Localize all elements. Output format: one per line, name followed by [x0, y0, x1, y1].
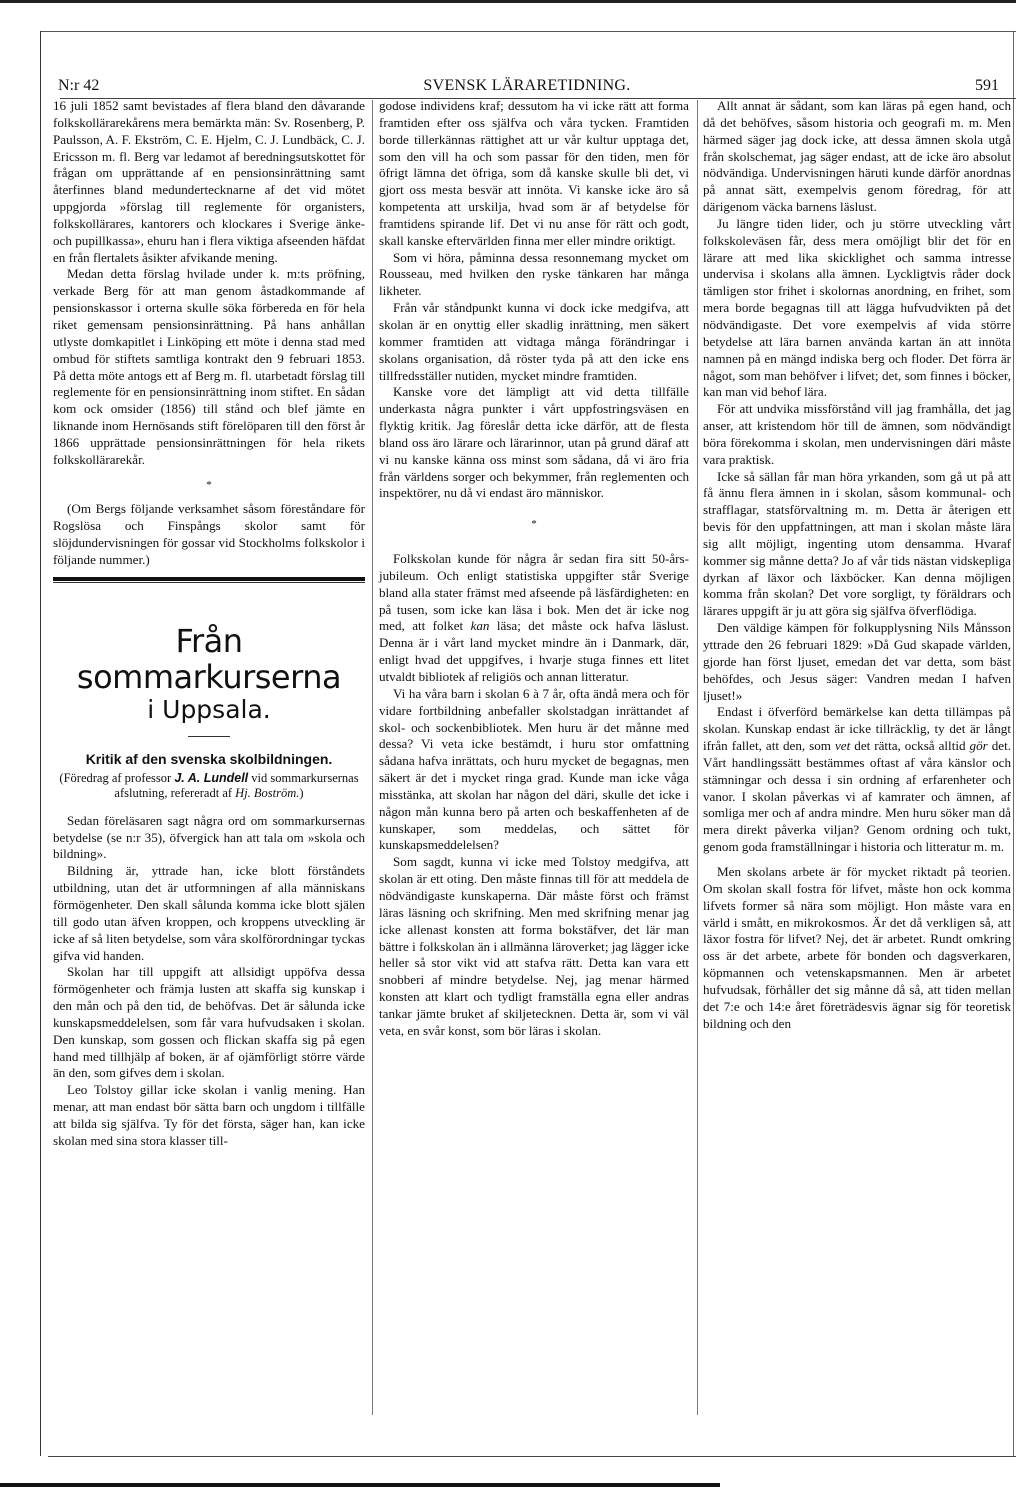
paragraph: 16 juli 1852 samt bevistades af flera bland den dåvarande folkskollärarekårens mera bemärkta män: Sv. Rosenberg, P. Paulsson, A. F. Ekström, C. E. Hjelm, C. J. Lundbäck, C. J. Ericsson m. fl. Berg var ledamot af beredningsutskottet för frågan om upprättande af en pensionsinrättning samt återfinnes bland medundertecknarne af det vid mötet uppgjorda »förslag till reglemente för organisters, folkskollärares, kantorers och klockares i Sverige änke- och pupillkassa», ehuru han i flera viktiga afseenden häfdat en från flertalets åsikter afvikande mening.: [53, 98, 365, 265]
paragraph: Den väldige kämpen för folkupplysning Nils Månsson yttrade den 26 februari 1829: »Då Gud skapade världen, gjorde han först ljuset, emedan det var detta, som bäst behöfdes, och Jesus säger: Vandren medan I hafven ljuset!»: [703, 620, 1011, 703]
byline-text: (Föredrag af professor: [59, 770, 175, 785]
paragraph-text: Endast i öfverförd bemärkelse kan detta tillämpas på skolan. Kunskap endast är icke tillräcklig, ty det är långt ifrån fallet, att den, som: [703, 704, 1011, 754]
paragraph-text: det. Vårt handlingssätt bestämmes oftast af våra känslor och stämningar och dessa i sin ordning af erfarenheter och vanor. I skolan påverkas vi af kamrater och ämnen, af somliga mer och af andra mindre. Men huru söker man då mera direkt påverka viljan? Genom ordning och tukt, genom goda framställningar i historia och litteratur m. m.: [703, 738, 1012, 855]
top-border-bar: [0, 0, 1016, 3]
paragraph: Vi ha våra barn i skolan 6 à 7 år, ofta ändå mera och för vidare fortbildning anbefaller skolstadgan inrättandet af skol- och sockenbibliotek. Men huru är det månne med dessa? Vi veta icke bestämdt, i huru stor omfattning sådana hafva inrättats, och huru mycket de begagnas, men säkert är det i mycket ringa grad. Kunde man icke våga misstänka, att skolan har någon del däri, skulle det icke i någon mån kunna bero på arten och beskaffenheten af de kunskaper, som meddelas, och sättet för kunskapsmeddelelsen?: [379, 685, 689, 853]
bottom-rule: [48, 1456, 1016, 1457]
paragraph: Allt annat är sådant, som kan läras på egen hand, och då det behöfves, såsom historia och geografi m. m. Men härmed säger jag dock icke, att dessa ämnen skola utgå från skolschemat, jag säger endast, att de icke äro absolut nödvändiga. Undervisningen häruti kunde därför anordnas på annat sätt, exempelvis genom föredrag, för att därigenom väcka barnens läslust.: [703, 98, 1011, 215]
article-divider-thin: [53, 582, 365, 583]
paragraph: Sedan föreläsaren sagt några ord om sommarkursernas betydelse (se n:r 35), öfvergick han att tala om »skola och bildning».: [53, 812, 365, 862]
paragraph: (Om Bergs följande verksamhet såsom föreståndare för Rogslösa och Finspångs skolor samt för slöjdundervisningen för gossar vid Stockholms folkskolor i följande nummer.): [53, 501, 365, 567]
section-separator-asterisk: *: [206, 478, 212, 491]
paragraph: Som vi höra, påminna dessa resonnemang mycket om Rousseau, med hvilken den ryske tänkaren har många likheter.: [379, 249, 689, 299]
byline-reporter: Hj. Boström.: [235, 785, 300, 800]
page-header: [41, 68, 1013, 96]
paragraph: [703, 704, 1011, 856]
column-3: [703, 98, 1011, 1032]
paragraph: Bildning är, yttrade han, icke blott förståndets utbildning, utan det är utformningen af alla människans förmögenheter. Den skall sålunda komma icke blott själen till godo utan äfven kroppen, och kroppens utveckling är icke af så liten betydelse, som våra skolförordningar tyckas gifva vid handen.: [53, 863, 365, 963]
paragraph: godose individens kraf; dessutom ha vi icke rätt att forma framtiden efter oss själfva och våra tycken. Framtiden borde tillerkännas rättighet att ur vår kultur upptaga det, som den vill ha och som passar för den tiden, men för öfrigt lämna det öfriga, som då kanske skulle bli det, vi gjort oss mesta besvär att innöta. Vi kanske icke äro så kompetenta att urskilja, hvad som är af betydelse för framtidens spirande lif. Det vi nu anse för rätt och godt, skall kanske eftervärlden finna mer eller mindre oriktigt.: [379, 98, 689, 248]
paragraph-text: det rätta, också alltid: [850, 738, 970, 754]
column-2: [379, 98, 689, 1040]
article-divider-thick: [53, 577, 365, 581]
top-rule: [40, 31, 1016, 32]
paragraph: Icke så sällan får man höra yrkanden, som gå ut på att få ännu flera ämnen in i skolan, såsom kommunal- och strafflagar, statsförvaltning m. m. Detta är återigen ett bevis för den uppfattningen, att man i skolan måste lära sig allt möjligt, ingenting utom densamma. Hvaraf kommer sig månne detta? Jo af vår tids nästan vidskepliga dyrkan af läxor och läxböcker. Kan denna möjligen komma från skolan? Det vore sorgligt, ty föräldrars och lärares uppgift är ju att göra sig själfva öfverflödiga.: [703, 468, 1011, 619]
paragraph-text: läsa; det måste ock hafva läslust. Denna är i vårt land mycket mindre än i Danmark, där, enligt hvad det uppgifves, i hvarje stuga finnes ett litet utvaldt bibliotek af religiös och annan litteratur.: [379, 618, 689, 684]
article-subheading: Kritik af den svenska skolbildningen.: [85, 750, 333, 767]
bottom-border-bar: [0, 1483, 720, 1487]
paragraph: Men skolans arbete är för mycket riktadt på teorien. Om skolan skall fostra för lifvet, måste hon ock komma lifvets former så nära som möjligt. Hon måste vara en värld i smått, en mikrokosmos. Är det då verkligen så, att läxor fostra för lifvet? Nej, det är arbetet. Rundt omkring oss är det arbete, arbete för bonden och dagsverkaren, köpmannen och vetenskapsmannen. Men är arbetet hufvudsak, förhåller det sig månne då så, att tiden mellan det 7:e och 14:e året företrädesvis ägnar sig för teoretisk bildning och den: [703, 863, 1011, 1031]
section-separator-asterisk: *: [531, 518, 537, 531]
paragraph: Skolan har till uppgift att allsidigt uppöfva dessa förmögenheter och främja lusten att skaffa sig kunskap i den mån och på den tid, de behöfvas. Det är sålunda icke kunskapsmeddelelsen, som får vara hufvudsaken i skolan. Den kunskap, som gossen och flickan skaffa sig på egen hand med tillhjälp af boken, är af ojämförligt större värde än den, som gifves dem i skolan.: [53, 964, 365, 1081]
publication-title: SVENSK LÄRARETIDNING.: [423, 77, 631, 94]
byline-text: ): [299, 785, 304, 800]
emphasis: vet: [835, 738, 851, 754]
left-page-border: [40, 31, 41, 1456]
byline-author: J. A. Lundell: [174, 770, 249, 785]
emphasis: kan: [470, 618, 490, 634]
paragraph: För att undvika missförstånd vill jag framhålla, det jag anser, att kristendom hör till de ämnen, som nödvändigt böra förekomma i skolan, men undervisningen däri måste vara praktisk.: [703, 401, 1011, 467]
right-page-border: [1013, 31, 1014, 1456]
column-1: [53, 98, 365, 1150]
emphasis: gör: [969, 738, 988, 754]
article-headline: Från sommarkurserna: [76, 621, 342, 696]
page-number: 591: [975, 77, 999, 94]
paragraph: Som sagdt, kunna vi icke med Tolstoy medgifva, att skolan är ett oting. Den måste finnas till för att meddela de nödvändigaste kunskaperna. Där måste först och främst läras läsning och skrifning. Men med skrifning menar jag icke allenast konsten att forma bokstäfver, det lär man bättre i folkskolan än i allmänna läroverket; jag lägger icke heller så stor vikt vid att stafva rätt. Detta kan vara ett snobberi af mindre betydelse. Nej, jag menar härmed konsten att klart och tydligt framställa egna eller andras tankar jämte bruket af skiljetecknen. Detta är, som vi väl veta, en svår konst, som bör läras i skolan.: [379, 854, 689, 1038]
column-divider: [697, 100, 698, 1415]
article-byline: [53, 771, 365, 801]
column-divider: [372, 100, 373, 1415]
paragraph: Leo Tolstoy gillar icke skolan i vanlig mening. Han menar, att man endast bör sätta barn och ungdom i tillfälle att bilda sig själfva. Ty för det första, säger han, kan icke skolan med sina stora klasser till-: [53, 1082, 365, 1148]
paragraph: Kanske vore det lämpligt att vid detta tillfälle underkasta några punkter i vårt uppfostringsväsen en flyktig kritik. Jag föreslår detta icke därför, att de flesta bland oss äro lärare och lärarinnor, utan på grund däraf att vi nu kanske känna oss minst som sådana, då vi äro fria från världens sorger och bekymmer, från reglementen och inspektörer, nu då vi endast äro människor.: [379, 384, 689, 501]
paragraph-text: Folkskolan kunde för några år sedan fira sitt 50-års-jubileum. Och enligt statistiska uppgifter står Sverige bland alla stater främst med afseende på läsfärdigheten: en på tusen, som icke kan läsa i bok. Men det är icke nog med, att folket: [379, 551, 689, 634]
article-headline-line2: i Uppsala.: [147, 694, 271, 724]
issue-number: N:r 42: [58, 77, 100, 94]
byline-text: vid sommarkursernas afslutning, refereradt af: [114, 770, 359, 800]
paragraph: Ju längre tiden lider, och ju större utveckling vårt folkskoleväsen får, dess mera omöjligt blir det för en lärare att med lika skicklighet och samma intresse undervisa i skolans alla ämnen. Lyckligtvis råder dock tämligen stor frihet i skolornas anordning, en frihet, som mera borde begagnas till att lägga hufvudvikten på det nödvändigaste. Det vore exempelvis af vida större betydelse att lära barnen använda kartan än att innöta namnen på en mängd indiska berg och floder. Det förra är något, som man behöfver i lifvet; det, som finnes i böcker, kan man vid behof lära.: [703, 215, 1011, 400]
paragraph: Från vår ståndpunkt kunna vi dock icke medgifva, att skolan är en onyttig eller skadlig inrättning, men säkert kommer framtiden att vidtaga många förändringar i skolans organisation, då röster tyda på att den icke ens tillfredsställer nutiden, mycket mindre framtiden.: [379, 300, 689, 383]
headline-rule: [188, 736, 230, 737]
paragraph: [379, 551, 689, 686]
paragraph: Medan detta förslag hvilade under k. m:ts pröfning, verkade Berg för att man genom åstadkommande af pensionskassor i orterna skulle söka förbereda en för hela riket gemensam pensionsinrättning. På hans anhållan utlyste domkapitlet i Linköping ett möte i denna stad med ombud för stiftets samtliga kontrakt den 9 februari 1853. På detta möte antogs ett af Berg m. fl. utarbetadt förslag till reglemente för en pensionsinrättning inom stiftet. En sådan kom ock omsider (1856) till stånd och blef jämte en liknande inom Hernösands stift förelöparen till den först år 1866 upprättade pensionsinrättningen för hela rikets folkskollärarekår.: [53, 266, 365, 467]
